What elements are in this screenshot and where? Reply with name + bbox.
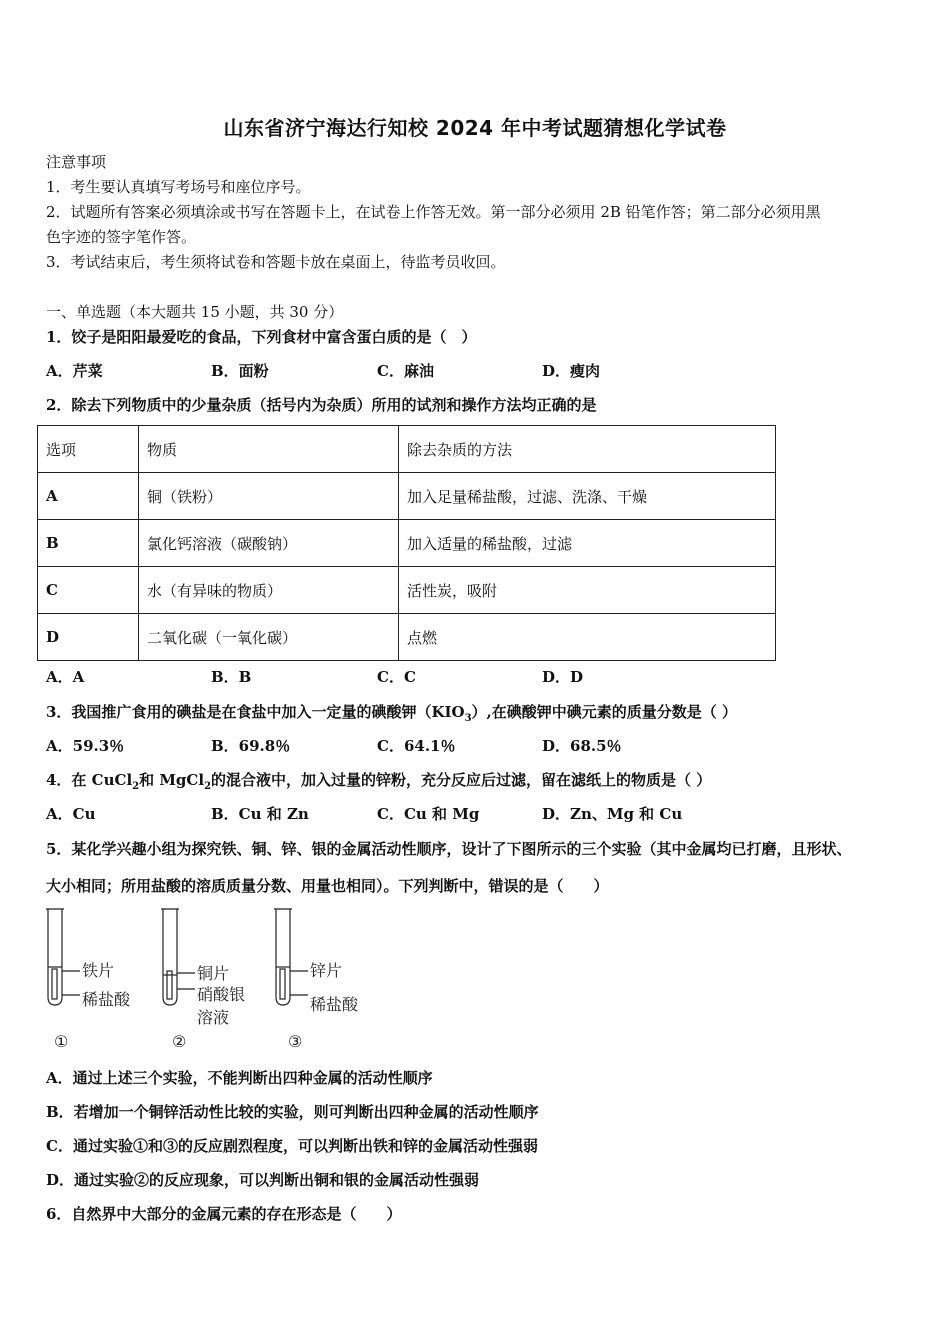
table-cell: 活性炭，吸附: [399, 567, 776, 614]
q5-option-d: D．通过实验②的反应现象，可以判断出铜和银的金属活动性强弱: [46, 1171, 480, 1189]
tube-2-label-solution: 硝酸银: [197, 985, 246, 1004]
q5-option-b: B．若增加一个铜锌活动性比较的实验，则可判断出四种金属的活动性顺序: [46, 1103, 539, 1121]
q4-stem-part-c: 的混合液中，加入过量的锌粉，充分反应后过滤，留在滤纸上的物质是（ ）: [211, 771, 712, 789]
table-cell: 氯化钙溶液（碳酸钠）: [139, 520, 399, 567]
q1-option-a: A．芹菜: [46, 362, 103, 380]
tube-1-number: ①: [54, 1032, 69, 1051]
tube-3-label-solution: 稀盐酸: [310, 995, 359, 1014]
q4-option-d: D．Zn、Mg 和 Cu: [542, 805, 683, 823]
q4-subscript-2: 2: [204, 781, 212, 792]
table-cell: 二氧化碳（一氧化碳）: [139, 614, 399, 661]
table-row: [38, 614, 776, 661]
tube-2-number: ②: [172, 1032, 187, 1051]
q5-stem-line-2: 大小相同；所用盐酸的溶质质量分数、用量也相同）。下列判断中，错误的是（ ）: [46, 877, 609, 895]
q4-option-c: C．Cu 和 Mg: [377, 805, 480, 823]
q4-stem-part-b: 和 MgCl: [139, 771, 205, 789]
q1-stem: 1．饺子是阳阳最爱吃的食品，下列食材中富含蛋白质的是（ ）: [46, 328, 477, 346]
q3-subscript: 3: [464, 713, 472, 724]
test-tube-3: [276, 909, 290, 1005]
q4-option-b: B．Cu 和 Zn: [211, 805, 309, 823]
q3-stem-part-b: ）,在碘酸钾中碘元素的质量分数是（ ）: [471, 703, 737, 721]
metal-strip-1: [52, 969, 57, 999]
notice-heading: 注意事项: [46, 153, 107, 171]
q1-option-c: C．麻油: [377, 362, 434, 380]
notice-item-1: 1．考生要认真填写考场号和座位序号。: [46, 178, 311, 196]
table-row: [38, 520, 776, 567]
q4-option-a: A．Cu: [46, 805, 96, 823]
q4-stem-part-a: 4．在 CuCl: [46, 771, 133, 789]
table-header-cell: 除去杂质的方法: [399, 426, 776, 473]
test-tube-2: [163, 909, 177, 1005]
q2-option-b: B．B: [211, 668, 252, 686]
notice-item-2: 2．试题所有答案必须填涂或书写在答题卡上，在试卷上作答无效。第一部分必须用 2B 铅笔作答；第二部分必须用黑: [46, 203, 821, 221]
metal-strip-3: [280, 969, 285, 999]
page-title: 山东省济宁海达行知校 2024 年中考试题猜想化学试卷: [223, 116, 727, 140]
q5-stem-line-1: 5．某化学兴趣小组为探究铁、铜、锌、银的金属活动性顺序，设计了下图所示的三个实验（其中金属均已打磨，且形状、: [46, 840, 852, 858]
q5-option-c: C．通过实验①和③的反应剧烈程度，可以判断出铁和锌的金属活动性强弱: [46, 1137, 538, 1155]
table-cell: 点燃: [399, 614, 776, 661]
tube-3-number: ③: [288, 1032, 303, 1051]
notice-item-3: 3．考试结束后，考生须将试卷和答题卡放在桌面上，待监考员收回。: [46, 253, 506, 271]
q3-option-b: B．69.8％: [211, 737, 291, 755]
tube-2-label-metal: 铜片: [197, 964, 230, 983]
table-cell: 铜（铁粉）: [139, 473, 399, 520]
q1-option-d: D．瘦肉: [542, 362, 601, 380]
table-cell: B: [38, 520, 139, 567]
q3-option-d: D．68.5％: [542, 737, 622, 755]
table-row: [38, 567, 776, 614]
table-cell: A: [38, 473, 139, 520]
q1-option-b: B．面粉: [211, 362, 269, 380]
table-cell: 加入足量稀盐酸，过滤、洗涤、干燥: [399, 473, 776, 520]
table-header-row: [38, 426, 776, 473]
q5-option-a: A．通过上述三个实验，不能判断出四种金属的活动性顺序: [46, 1069, 433, 1087]
notice-item-2-cont: 色字迹的签字笔作答。: [46, 228, 197, 246]
q2-option-d: D．D: [542, 668, 584, 686]
table-cell: C: [38, 567, 139, 614]
q4-stem: [46, 770, 711, 797]
section-heading: 一、单选题（本大题共 15 小题，共 30 分）: [46, 303, 344, 321]
q3-stem-part-a: 3．我国推广食用的碘盐是在食盐中加入一定量的碘酸钾（KIO: [46, 703, 465, 721]
q2-option-a: A．A: [46, 668, 85, 686]
q3-stem: [46, 702, 737, 729]
test-tube-1: [48, 909, 62, 1005]
q3-option-a: A．59.3％: [46, 737, 125, 755]
q2-option-c: C．C: [377, 668, 416, 686]
tube-2-label-solution-cont: 溶液: [197, 1008, 230, 1027]
table-header-cell: 物质: [139, 426, 399, 473]
table-cell: 水（有异味的物质）: [139, 567, 399, 614]
table-cell: 加入适量的稀盐酸，过滤: [399, 520, 776, 567]
table-row: [38, 473, 776, 520]
tube-1-label-metal: 铁片: [82, 961, 115, 980]
q2-table: [37, 425, 776, 661]
q3-option-c: C．64.1％: [377, 737, 456, 755]
table-header-cell: 选项: [38, 426, 139, 473]
q4-subscript-1: 2: [132, 781, 140, 792]
table-cell: D: [38, 614, 139, 661]
q2-stem: 2．除去下列物质中的少量杂质（括号内为杂质）所用的试剂和操作方法均正确的是: [46, 396, 597, 414]
test-tubes-figure: [40, 905, 380, 1055]
tube-3-label-metal: 锌片: [310, 961, 343, 980]
q6-stem: 6．自然界中大部分的金属元素的存在形态是（ ）: [46, 1205, 402, 1223]
tube-1-label-solution: 稀盐酸: [82, 990, 131, 1009]
